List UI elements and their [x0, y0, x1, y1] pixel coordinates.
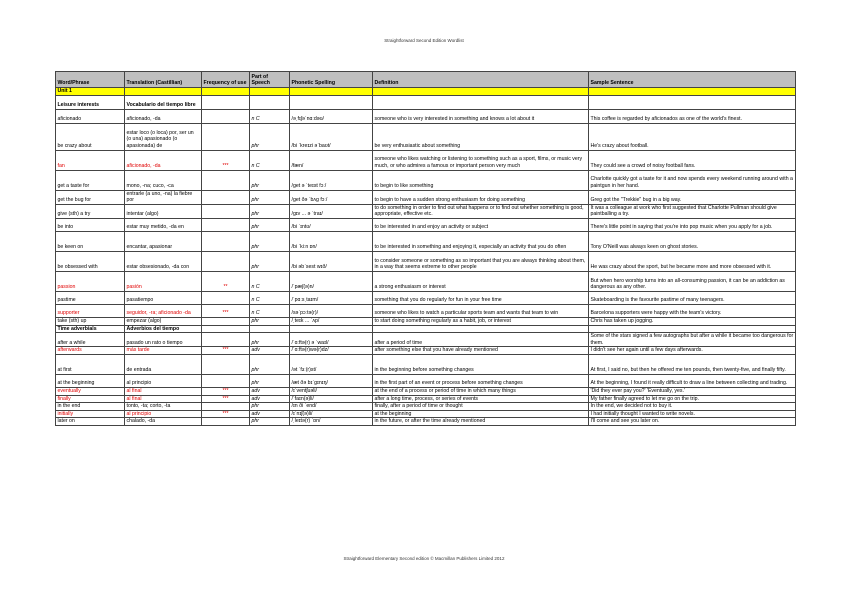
- phonetic-cell: /ˌleɪtə(r) ˈɒn/: [290, 418, 373, 426]
- frequency-cell: ***: [202, 395, 250, 403]
- col-header-definition: Definition: [373, 72, 589, 88]
- frequency-cell: [202, 109, 250, 123]
- part-of-speech-cell: phr: [250, 204, 290, 218]
- section-row: [56, 325, 796, 333]
- translation-cell: aficionado, -da: [125, 150, 202, 170]
- phonetic-cell: /bi əbˈsest wɪð/: [290, 251, 373, 271]
- frequency-cell: ***: [202, 410, 250, 418]
- phonetic-cell: /ət ˈfɜː(r)st/: [290, 354, 373, 374]
- word-cell: take (sth) up: [56, 317, 125, 325]
- table-row: [56, 317, 796, 325]
- part-of-speech-cell: phr: [250, 333, 290, 347]
- page-header: Straightforward Second Edition Wordlist: [384, 38, 464, 43]
- frequency-cell: [202, 333, 250, 347]
- sample-cell: I didn't see her again until a few days afterwards.: [589, 347, 796, 355]
- phonetic-cell: [290, 95, 373, 109]
- frequency-cell: [202, 204, 250, 218]
- sample-cell: At first, I said no, but then he offered me ten pounds, then twenty-five, and finally fifty.: [589, 354, 796, 374]
- translation-cell: más tarde: [125, 347, 202, 355]
- definition-cell: in the beginning before something changes: [373, 354, 589, 374]
- sample-cell: Barcelona supporters were happy with the team's victory.: [589, 304, 796, 317]
- translation-cell: empezar (algo): [125, 317, 202, 325]
- definition-cell: to be interested in and enjoy an activity or subject: [373, 218, 589, 231]
- table-row: [56, 410, 796, 418]
- phonetic-cell: /æt ðə bɪˈɡɪnɪŋ/: [290, 374, 373, 387]
- frequency-cell: ***: [202, 304, 250, 317]
- table-header-row: [56, 72, 796, 88]
- col-header-phonetic: Phonetic Spelling: [290, 72, 373, 88]
- frequency-cell: [202, 123, 250, 150]
- part-of-speech-cell: phr: [250, 374, 290, 387]
- sample-cell: He was crazy about the sport, but he became more and more obsessed with it.: [589, 251, 796, 271]
- word-cell: get the bug for: [56, 190, 125, 204]
- table-row: [56, 291, 796, 304]
- part-of-speech-cell: phr: [250, 170, 290, 190]
- sample-cell: Tony O'Neill was always keen on ghost stories.: [589, 231, 796, 251]
- table-row: [56, 418, 796, 426]
- word-cell: aficionado: [56, 109, 125, 123]
- definition-cell: [373, 325, 589, 333]
- sample-cell: It was a colleague at work who first suggested that Charlotte Pullman should give paintballing a try.: [589, 204, 796, 218]
- sample-cell: I had initially thought I wanted to write novels.: [589, 410, 796, 418]
- phonetic-cell: /ɪˈnɪʃ(ə)li/: [290, 410, 373, 418]
- word-cell: in the end: [56, 403, 125, 411]
- phonetic-cell: /ˈfaɪn(ə)li/: [290, 395, 373, 403]
- definition-cell: in the first part of an event or process before something changes: [373, 374, 589, 387]
- translation-cell: de entrada: [125, 354, 202, 374]
- frequency-cell: [202, 317, 250, 325]
- col-header-sample: Sample Sentence: [589, 72, 796, 88]
- word-cell: give (sth) a try: [56, 204, 125, 218]
- translation-cell: Adverbios del tiempo: [125, 325, 202, 333]
- table-row: [56, 190, 796, 204]
- col-header-frequency: Frequency of use: [202, 72, 250, 88]
- col-header-translation: Translation (Castillian): [125, 72, 202, 88]
- frequency-cell: [202, 403, 250, 411]
- phonetic-cell: /ɪˈventʃuəli/: [290, 387, 373, 395]
- definition-cell: at the end of a process or period of time in which many things: [373, 387, 589, 395]
- word-cell: be crazy about: [56, 123, 125, 150]
- phonetic-cell: /səˈpɔːtə(r)/: [290, 304, 373, 317]
- table-row: [56, 251, 796, 271]
- sample-cell: He's crazy about football.: [589, 123, 796, 150]
- definition-cell: [373, 95, 589, 109]
- translation-cell: mono, -na; cuco, -ca: [125, 170, 202, 190]
- definition-cell: to begin to have a sudden strong enthusiasm for doing something: [373, 190, 589, 204]
- frequency-cell: [202, 170, 250, 190]
- col-header-word: Word/Phrase: [56, 72, 125, 88]
- part-of-speech-cell: n C: [250, 304, 290, 317]
- part-of-speech-cell: phr: [250, 403, 290, 411]
- sample-cell: 'Did they ever pay you?' 'Eventually, yes.': [589, 387, 796, 395]
- phonetic-cell: /ɪn ði ˈend/: [290, 403, 373, 411]
- translation-cell: intentar (algo): [125, 204, 202, 218]
- frequency-cell: [202, 374, 250, 387]
- translation-cell: chalado, -da: [125, 418, 202, 426]
- sample-cell: [589, 95, 796, 109]
- definition-cell: to consider someone or something as so important that you are always thinking about them, in a way that seems extreme to other people: [373, 251, 589, 271]
- phonetic-cell: [290, 325, 373, 333]
- unit-row: [56, 88, 796, 96]
- part-of-speech-cell: [250, 325, 290, 333]
- table-row: [56, 387, 796, 395]
- sample-cell: I'll come and see you later on.: [589, 418, 796, 426]
- translation-cell: al principio: [125, 374, 202, 387]
- word-cell: finally: [56, 395, 125, 403]
- word-cell: supporter: [56, 304, 125, 317]
- phonetic-cell: /fæn/: [290, 150, 373, 170]
- table-row: [56, 123, 796, 150]
- phonetic-cell: /ɡet ðə ˈbʌɡ fɔː/: [290, 190, 373, 204]
- translation-cell: al final: [125, 387, 202, 395]
- word-cell: Time adverbials: [56, 325, 125, 333]
- page-footer: Straightforward Elementary Second edition © Macmillan Publishers Limited 2012: [343, 556, 505, 561]
- part-of-speech-cell: adv: [250, 395, 290, 403]
- sample-cell: Some of the stars signed a few autographs but after a while it became too dangerous for them.: [589, 333, 796, 347]
- sample-cell: [589, 325, 796, 333]
- definition-cell: someone who likes to watch a particular sports team and wants that team to win: [373, 304, 589, 317]
- translation-cell: estar obsesionado, -da con: [125, 251, 202, 271]
- part-of-speech-cell: phr: [250, 317, 290, 325]
- sample-cell: There's little point in saying that you're into pop music when you apply for a job.: [589, 218, 796, 231]
- word-cell: later on: [56, 418, 125, 426]
- part-of-speech-cell: phr: [250, 251, 290, 271]
- sample-cell: They could see a crowd of noisy football fans.: [589, 150, 796, 170]
- phonetic-cell: /ˈpɑːsˌtaɪm/: [290, 291, 373, 304]
- sample-cell: Charlotte quickly got a taste for it and now spends every weekend running around with a paintgun in her hand.: [589, 170, 796, 190]
- definition-cell: someone who likes watching or listening to something such as a sport, films, or music very much, or who admires a famous or important person very much: [373, 150, 589, 170]
- unit-label: Unit 1: [56, 88, 125, 96]
- translation-cell: al final: [125, 395, 202, 403]
- table-row: [56, 354, 796, 374]
- definition-cell: a strong enthusiasm or interest: [373, 271, 589, 291]
- translation-cell: pasión: [125, 271, 202, 291]
- translation-cell: seguidor, -ra; aficionado -da: [125, 304, 202, 317]
- sample-cell: This coffee is regarded by aficionados as one of the world's finest.: [589, 109, 796, 123]
- word-cell: at first: [56, 354, 125, 374]
- sample-cell: In the end, we decided not to buy it.: [589, 403, 796, 411]
- table-row: [56, 347, 796, 355]
- definition-cell: after a long time, process, or series of events: [373, 395, 589, 403]
- table-row: [56, 109, 796, 123]
- frequency-cell: [202, 325, 250, 333]
- frequency-cell: [202, 231, 250, 251]
- word-cell: eventually: [56, 387, 125, 395]
- word-cell: after a while: [56, 333, 125, 347]
- part-of-speech-cell: n C: [250, 109, 290, 123]
- part-of-speech-cell: n C: [250, 291, 290, 304]
- word-cell: pastime: [56, 291, 125, 304]
- table-row: [56, 218, 796, 231]
- word-cell: passion: [56, 271, 125, 291]
- part-of-speech-cell: phr: [250, 123, 290, 150]
- word-cell: be keen on: [56, 231, 125, 251]
- word-cell: get a taste for: [56, 170, 125, 190]
- sample-cell: Skateboarding is the favourite pastime of many teenagers.: [589, 291, 796, 304]
- word-cell: initially: [56, 410, 125, 418]
- phonetic-cell: /ɡet ə ˈteɪst fɔː/: [290, 170, 373, 190]
- definition-cell: at the beginning: [373, 410, 589, 418]
- part-of-speech-cell: phr: [250, 190, 290, 204]
- phonetic-cell: /əˌfɪʃəˈnɑːdəʊ/: [290, 109, 373, 123]
- definition-cell: after a period of time: [373, 333, 589, 347]
- table-row: [56, 333, 796, 347]
- table-row: [56, 403, 796, 411]
- definition-cell: to do something in order to find out what happens or to find out whether something is good, appropriate, effective etc.: [373, 204, 589, 218]
- phonetic-cell: /ɡɪv ... ə ˈtraɪ/: [290, 204, 373, 218]
- frequency-cell: [202, 251, 250, 271]
- table-row: [56, 204, 796, 218]
- word-cell: afterwards: [56, 347, 125, 355]
- part-of-speech-cell: phr: [250, 418, 290, 426]
- definition-cell: to begin to like something: [373, 170, 589, 190]
- word-cell: fan: [56, 150, 125, 170]
- frequency-cell: [202, 218, 250, 231]
- table-row: [56, 231, 796, 251]
- sample-cell: But when hero worship turns into an all-consuming passion, it can be an addiction as dangerous as any other.: [589, 271, 796, 291]
- definition-cell: someone who is very interested in something and knows a lot about it: [373, 109, 589, 123]
- part-of-speech-cell: [250, 95, 290, 109]
- phonetic-cell: /ˌteɪk ... ˈʌp/: [290, 317, 373, 325]
- frequency-cell: [202, 418, 250, 426]
- table-row: [56, 304, 796, 317]
- part-of-speech-cell: phr: [250, 218, 290, 231]
- phonetic-cell: /ˈpæʃ(ə)n/: [290, 271, 373, 291]
- frequency-cell: ***: [202, 347, 250, 355]
- phonetic-cell: /ˈɑːftə(r) ə ˈwaɪl/: [290, 333, 373, 347]
- sample-cell: My father finally agreed to let me go on the trip.: [589, 395, 796, 403]
- part-of-speech-cell: n C: [250, 271, 290, 291]
- frequency-cell: ***: [202, 150, 250, 170]
- translation-cell: pasatiempo: [125, 291, 202, 304]
- part-of-speech-cell: adv: [250, 347, 290, 355]
- table-row: [56, 170, 796, 190]
- wordlist-table: [55, 71, 796, 426]
- word-cell: be obsessed with: [56, 251, 125, 271]
- part-of-speech-cell: n C: [250, 150, 290, 170]
- section-row: [56, 95, 796, 109]
- translation-cell: pasado un rato o tiempo: [125, 333, 202, 347]
- col-header-part-of-speech: Part of Speech: [250, 72, 290, 88]
- part-of-speech-cell: adv: [250, 410, 290, 418]
- word-cell: at the beginning: [56, 374, 125, 387]
- translation-cell: al principio: [125, 410, 202, 418]
- table-row: [56, 374, 796, 387]
- frequency-cell: [202, 354, 250, 374]
- frequency-cell: [202, 95, 250, 109]
- definition-cell: after something else that you have already mentioned: [373, 347, 589, 355]
- definition-cell: be very enthusiastic about something: [373, 123, 589, 150]
- translation-cell: encantar, apasionar: [125, 231, 202, 251]
- sample-cell: Chris has taken up jogging.: [589, 317, 796, 325]
- part-of-speech-cell: phr: [250, 231, 290, 251]
- phonetic-cell: /bi ˈkreɪzi əˈbaʊt/: [290, 123, 373, 150]
- part-of-speech-cell: phr: [250, 354, 290, 374]
- translation-cell: tonto, -ta; corto, -ta: [125, 403, 202, 411]
- definition-cell: finally, after a period of time or thought: [373, 403, 589, 411]
- definition-cell: in the future, or after the time already mentioned: [373, 418, 589, 426]
- translation-cell: estar loco (o loca) por, ser un (o una) apasionado (o apasionada) de: [125, 123, 202, 150]
- frequency-cell: [202, 190, 250, 204]
- phonetic-cell: /bi ˈɪntʊ/: [290, 218, 373, 231]
- translation-cell: Vocabulario del tiempo libre: [125, 95, 202, 109]
- definition-cell: to start doing something regularly as a habit, job, or interest: [373, 317, 589, 325]
- sample-cell: At the beginning, I found it really difficult to draw a line between collecting and trading.: [589, 374, 796, 387]
- part-of-speech-cell: adv: [250, 387, 290, 395]
- frequency-cell: [202, 291, 250, 304]
- table-row: [56, 150, 796, 170]
- table-row: [56, 395, 796, 403]
- frequency-cell: ***: [202, 387, 250, 395]
- frequency-cell: **: [202, 271, 250, 291]
- translation-cell: aficionado, -da: [125, 109, 202, 123]
- translation-cell: entrarle (a uno, -na) la fiebre por: [125, 190, 202, 204]
- sample-cell: Greg got the "Trekkie" bug in a big way.: [589, 190, 796, 204]
- phonetic-cell: /bi ˈkiːn ɒn/: [290, 231, 373, 251]
- word-cell: be into: [56, 218, 125, 231]
- definition-cell: to be interested in something and enjoying it, especially an activity that you do often: [373, 231, 589, 251]
- word-cell: Leisure interests: [56, 95, 125, 109]
- phonetic-cell: /ˈɑːftə(r)wə(r)dz/: [290, 347, 373, 355]
- definition-cell: something that you do regularly for fun in your free time: [373, 291, 589, 304]
- translation-cell: estar muy metido, -da en: [125, 218, 202, 231]
- table-row: [56, 271, 796, 291]
